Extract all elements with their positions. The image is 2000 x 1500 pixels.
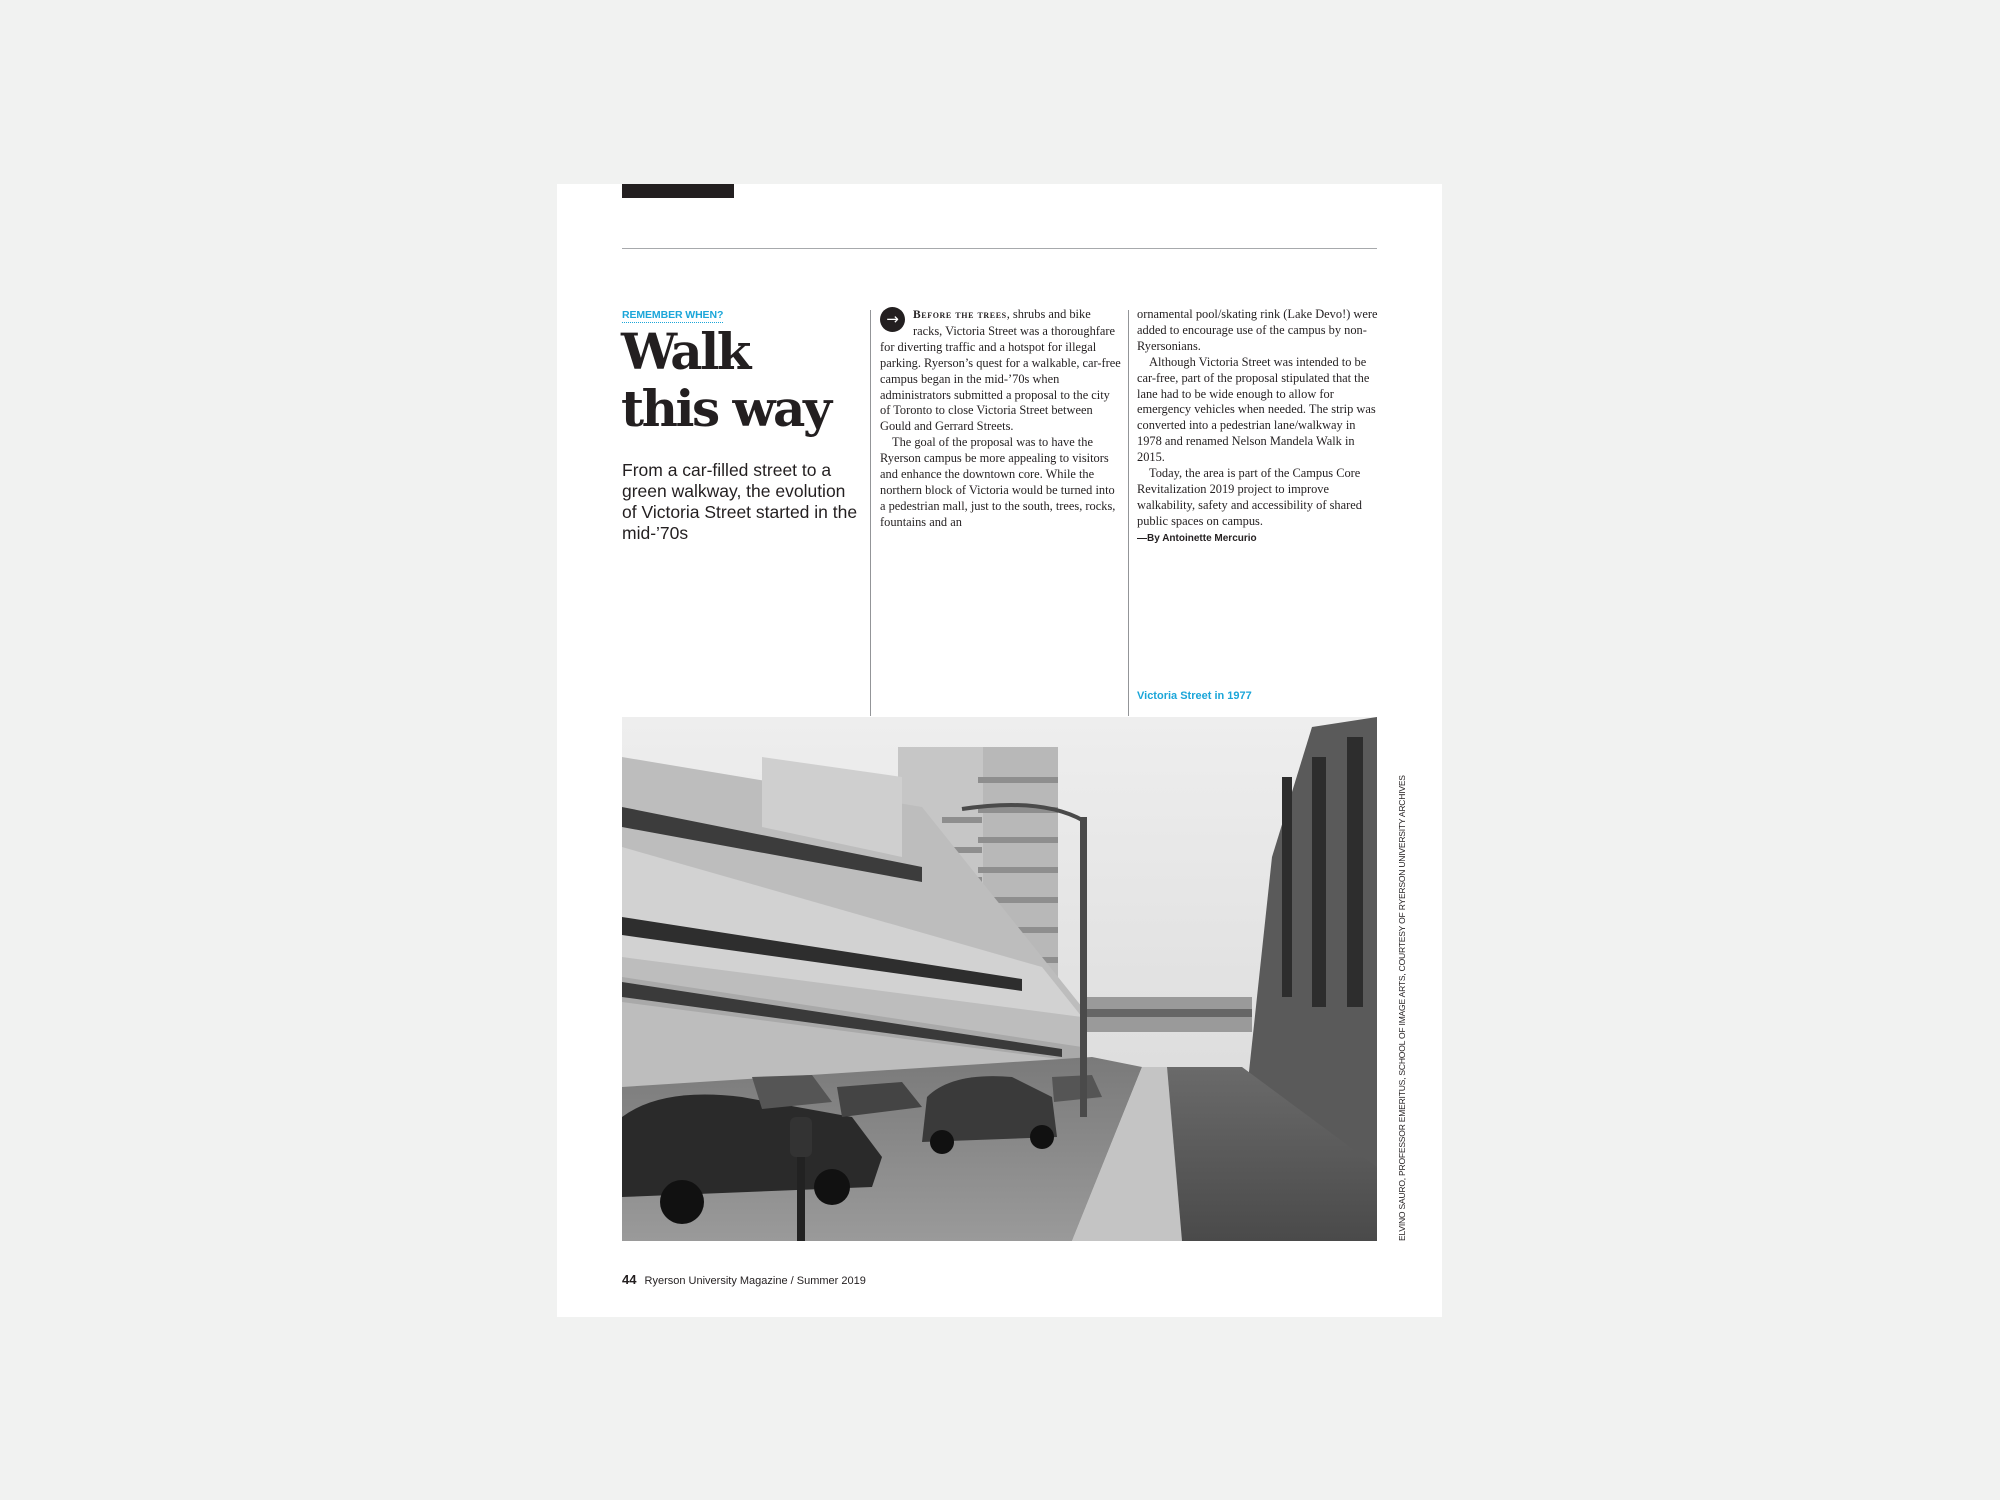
byline: —By Antoinette Mercurio [1137, 532, 1257, 544]
body-paragraph-4: Although Victoria Street was intended to be car-free, part of the proposal stipulated that the lane had to be wide enough to allow for emergency vehicles when needed. The strip was converted into a pedestrian lane/walkway in 1978 and renamed Nelson Mandela Walk in 2015. [1137, 354, 1376, 465]
photo-caption: Victoria Street in 1977 [1137, 690, 1252, 702]
archival-street-photo [622, 717, 1377, 1241]
page-footer [622, 1272, 866, 1287]
body-paragraph-5: Today, the area is part of the Campus Core Revitalization 2019 project to improve walkability, safety and accessibility of shared public spaces on campus. [1137, 466, 1362, 528]
body-column-1 [880, 307, 1122, 531]
headline-line-1: Walk [621, 322, 749, 381]
body-paragraph-3: ornamental pool/skating rink (Lake Devo!) were added to encourage use of the campus by non-Ryersonians. [1137, 307, 1378, 353]
column-rule-1 [870, 310, 871, 716]
lead-in: Before the trees [913, 309, 1007, 321]
street-photo-illustration [622, 717, 1377, 1241]
deck-subtitle: From a car-filled street to a green walkway, the evolution of Victoria Street started in the mid-’70s [622, 460, 858, 543]
page-number: 44 [622, 1272, 637, 1287]
body-paragraph-2: The goal of the proposal was to have the Ryerson campus be more appealing to visitors and enhance the downtown core. While the northern block of Victoria would be turned into a pedestrian mall, just to the south, trees, rocks, fountains and an [880, 435, 1116, 529]
column-rule-2 [1128, 310, 1129, 716]
photo-credit: ELVINO SAURO, PROFESSOR EMERITUS, SCHOOL OF IMAGE ARTS, COURTESY OF RYERSON UNIVERSITY ARCHIVES [1397, 775, 1407, 1241]
paragraph-1-text: , shrubs and bike racks, Victoria Street was a thoroughfare for diverting traffic and a hotspot for illegal parking. Ryerson’s quest for a walkable, car-free campus began in the mid-’70s when administrators submitted a proposal to the city of Toronto to close Victoria Street between Gould and Gerrard Streets. [880, 307, 1121, 434]
header-rule [622, 248, 1377, 249]
body-paragraph-1 [880, 307, 1122, 435]
headline-line-2: this way [621, 379, 830, 438]
publication-name: Ryerson University Magazine / Summer 2019 [644, 1275, 866, 1287]
section-tab-bar [622, 184, 734, 198]
arrow-right-icon: → [880, 307, 905, 332]
body-column-2 [1137, 307, 1379, 547]
magazine-page [557, 184, 1442, 1317]
section-kicker: REMEMBER WHEN? [622, 309, 724, 321]
headline [621, 323, 851, 437]
